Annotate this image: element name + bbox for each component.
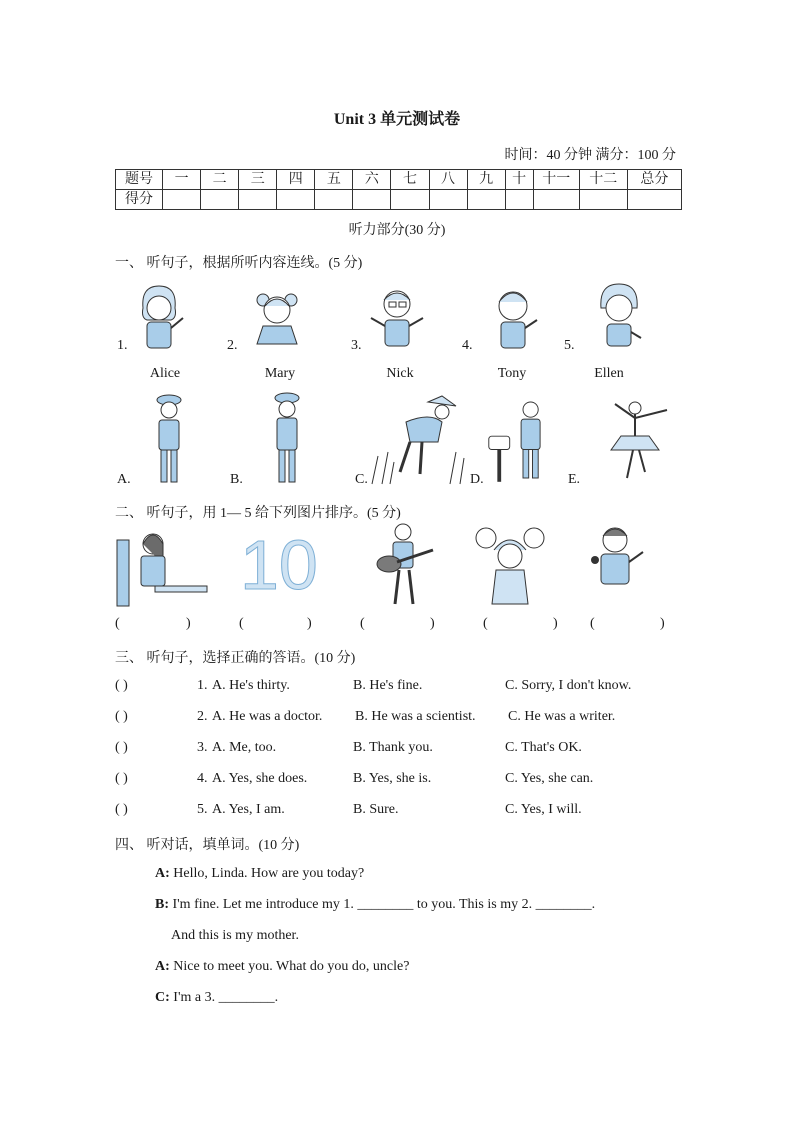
score-header-cell: 八 [429,170,467,190]
dialogue-text: And this is my mother. [171,928,299,943]
boy-tony-illustration [475,278,551,356]
q3-number: 2. [197,709,208,724]
option-b: B. Sure. [353,802,399,817]
score-header-cell: 三 [239,170,277,190]
speaker-label: C: [155,990,170,1005]
answer-blank[interactable]: ( ) [115,709,128,724]
q1-letter: A. [117,472,131,487]
speaker-label: A: [155,959,170,974]
paren-close: ) [430,616,435,631]
q3-item [115,771,685,791]
speaker-label: A: [155,866,170,881]
score-cell[interactable] [239,190,277,210]
score-cell[interactable] [579,190,627,210]
section-3-heading: 三、 听句子，选择正确的答语。(10 分) [115,651,356,666]
score-cell[interactable] [315,190,353,210]
option-b: B. He's fine. [353,678,423,693]
paren-open: ( [483,616,488,631]
policewoman-illustration [137,392,213,488]
score-header-cell: 十一 [533,170,579,190]
option-a: A. He was a doctor. [212,709,323,724]
score-header-cell: 六 [353,170,391,190]
answer-blank[interactable]: ( ) [115,771,128,786]
score-header-cell: 总分 [627,170,681,190]
option-a: A. Yes, she does. [212,771,308,786]
paren-close: ) [186,616,191,631]
name-label: Nick [386,366,414,381]
q1-number: 4. [462,338,473,353]
answer-blank[interactable]: ( ) [115,740,128,755]
paren-close: ) [660,616,665,631]
q3-number: 1. [197,678,208,693]
option-c: C. That's OK. [505,740,582,755]
option-b: B. Thank you. [353,740,433,755]
number-ten-picture: 10 [240,526,318,604]
option-c: C. He was a writer. [508,709,616,724]
dialogue-text[interactable]: I'm fine. Let me introduce my 1. ________ to you. This is my 2. ________. [172,897,596,912]
q3-number: 4. [197,771,208,786]
paren-open: ( [360,616,365,631]
score-table [115,169,682,210]
policeman-illustration [255,392,331,488]
score-header-cell: 九 [467,170,505,190]
reporter-illustration [585,520,649,610]
paren-open: ( [239,616,244,631]
score-header-row [116,170,682,190]
girl-mary-illustration [239,278,315,356]
q3-item [115,802,685,822]
score-header-cell: 十 [505,170,533,190]
score-cell[interactable] [467,190,505,210]
option-a: A. Yes, I am. [212,802,285,817]
score-cell[interactable] [505,190,533,210]
option-b: B. He was a scientist. [355,709,476,724]
section-2-heading: 二、 听句子，用 1— 5 给下列图片排序。(5 分) [115,506,401,521]
score-header-cell: 七 [391,170,429,190]
dialogue-line [155,866,364,882]
q1-children-row [115,278,685,358]
q1-number: 2. [227,338,238,353]
postman-illustration [485,392,561,488]
q3-item [115,740,685,760]
score-value-row [116,190,682,210]
option-b: B. Yes, she is. [353,771,432,786]
q3-number: 3. [197,740,208,755]
q1-letter: C. [355,472,368,487]
dialogue-text: Hello, Linda. How are you today? [173,866,365,881]
score-header-cell: 一 [163,170,201,190]
exam-meta: 时间：40 分钟 满分：100 分 [504,148,676,163]
paren-open: ( [590,616,595,631]
option-c: C. Yes, she can. [505,771,594,786]
writer-at-desk-illustration [115,520,209,610]
score-header-cell: 二 [201,170,239,190]
score-cell[interactable] [353,190,391,210]
girl-ellen-illustration [581,278,657,356]
dancer-illustration [595,392,675,488]
section-1-heading: 一、 听句子，根据所听内容连线。(5 分) [115,256,363,271]
farmer-illustration [370,392,466,488]
score-cell[interactable] [429,190,467,210]
score-cell[interactable] [533,190,579,210]
score-cell[interactable] [391,190,429,210]
boy-nick-illustration [359,278,435,356]
score-header-cell: 十二 [579,170,627,190]
paren-open: ( [115,616,120,631]
score-row-label: 得分 [116,190,163,210]
dialogue-line [171,928,299,944]
dialogue-line [155,990,278,1006]
paren-close: ) [307,616,312,631]
answer-blank[interactable]: ( ) [115,802,128,817]
dialogue-line [155,959,409,975]
speaker-label: B: [155,897,169,912]
listening-part-title: 听力部分(30 分) [348,223,446,238]
name-label: Mary [264,366,296,381]
paren-close: ) [553,616,558,631]
option-c: C. Yes, I will. [505,802,582,817]
score-cell[interactable] [163,190,201,210]
q1-number: 3. [351,338,362,353]
score-header-cell: 五 [315,170,353,190]
score-cell[interactable] [627,190,681,210]
q1-number: 1. [117,338,128,353]
option-a: A. Me, too. [212,740,277,755]
section-4-heading: 四、 听对话，填单词。(10 分) [115,838,300,853]
q1-letter: B. [230,472,243,487]
q1-letter: E. [568,472,581,487]
peking-opera-illustration [470,520,550,610]
score-header-cell: 题号 [116,170,163,190]
dialogue-text: Nice to meet you. What do you do, uncle? [173,959,410,974]
score-cell[interactable] [201,190,239,210]
page-title: Unit 3 单元测试卷 [333,111,461,128]
guitar-player-illustration [367,520,435,610]
girl-alice-illustration [121,278,197,356]
answer-blank[interactable]: ( ) [115,678,128,693]
dialogue-line [155,897,595,913]
q2-pictures-row [115,520,685,610]
name-label: Tony [497,366,527,381]
q3-item [115,678,685,698]
name-label: Ellen [594,366,624,381]
dialogue-text[interactable]: I'm a 3. ________. [173,990,279,1005]
score-cell[interactable] [277,190,315,210]
q1-number: 5. [564,338,575,353]
q3-number: 5. [197,802,208,817]
option-a: A. He's thirty. [212,678,290,693]
q1-letter: D. [470,472,484,487]
q3-item [115,709,685,729]
option-c: C. Sorry, I don't know. [505,678,632,693]
name-label: Alice [149,366,181,381]
score-header-cell: 四 [277,170,315,190]
q1-jobs-row [115,392,685,488]
